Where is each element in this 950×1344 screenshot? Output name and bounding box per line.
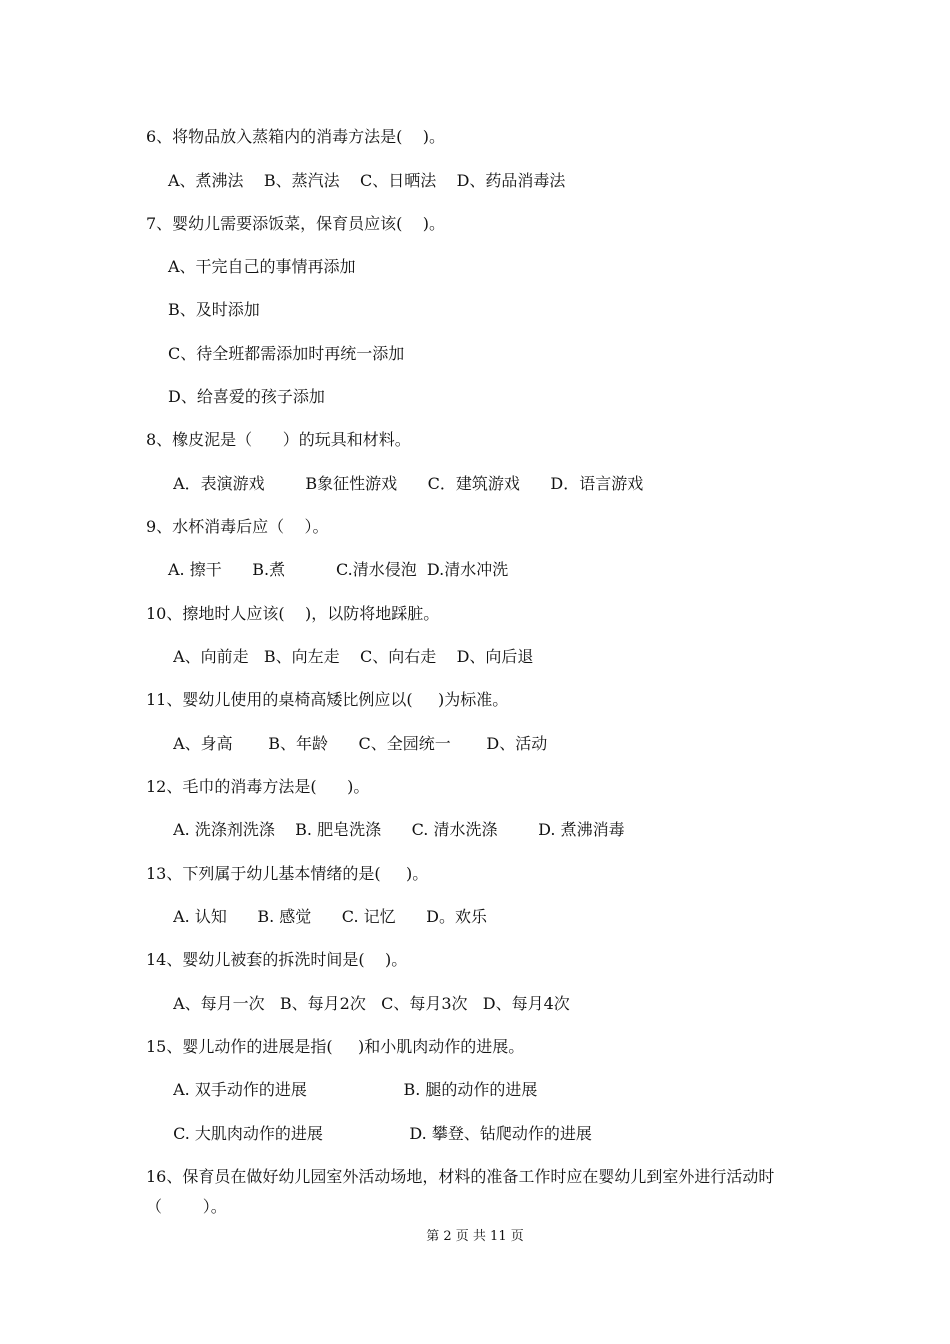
page-footer: 第 2 页 共 11 页 [426,1229,524,1244]
question-16-text: 16、保育员在做好幼儿园室外活动场地，材料的准备工作时应在婴幼儿到室外进行活动时 [146,1167,775,1186]
question-9-text: 9、水杯消毒后应（ ）。 [146,517,329,536]
question-11-options: A、身高 B、年龄 C、全园统一 D、活动 [168,734,548,753]
question-13-text: 13、下列属于幼儿基本情绪的是( )。 [146,864,429,883]
question-10-text: 10、擦地时人应该( )，以防将地踩脏。 [146,604,440,623]
question-15-options-row-1: A. 双手动作的进展 B. 腿的动作的进展 [168,1080,538,1099]
question-7-option-c: C、待全班都需添加时再统一添加 [168,344,405,363]
question-15-text: 15、婴儿动作的进展是指( )和小肌肉动作的进展。 [146,1037,525,1056]
question-15-options-row-2: C. 大肌肉动作的进展 D. 攀登、钻爬动作的进展 [168,1124,592,1143]
question-7-option-d: D、给喜爱的孩子添加 [168,387,325,406]
question-16-continuation: （ ）。 [146,1197,227,1216]
question-7-text: 7、婴幼儿需要添饭菜，保育员应该( )。 [146,214,446,233]
question-14-options: A、每月一次 B、每月2次 C、每月3次 D、每月4次 [168,994,570,1013]
question-12-text: 12、毛巾的消毒方法是( )。 [146,777,370,796]
question-7-option-a: A、干完自己的事情再添加 [168,257,356,276]
question-12-options: A. 洗涤剂洗涤 B. 肥皂洗涤 C. 清水洗涤 D. 煮沸消毒 [168,820,625,839]
question-13-options: A. 认知 B. 感觉 C. 记忆 D。欢乐 [168,907,487,926]
question-9-options: A. 擦干 B.煮 C.清水侵泡 D.清水冲洗 [168,560,509,579]
question-6-options: A、煮沸法 B、蒸汽法 C、日晒法 D、药品消毒法 [168,171,566,190]
question-11-text: 11、婴幼儿使用的桌椅高矮比例应以( )为标准。 [146,690,509,709]
question-10-options: A、向前走 B、向左走 C、向右走 D、向后退 [168,647,534,666]
question-8-text: 8、橡皮泥是（ ）的玩具和材料。 [146,430,411,449]
question-8-options: A．表演游戏 B象征性游戏 C．建筑游戏 D．语言游戏 [168,474,644,493]
question-6-text: 6、将物品放入蒸箱内的消毒方法是( )。 [146,127,446,146]
question-14-text: 14、婴幼儿被套的拆洗时间是( )。 [146,950,408,969]
question-7-option-b: B、及时添加 [168,300,260,319]
